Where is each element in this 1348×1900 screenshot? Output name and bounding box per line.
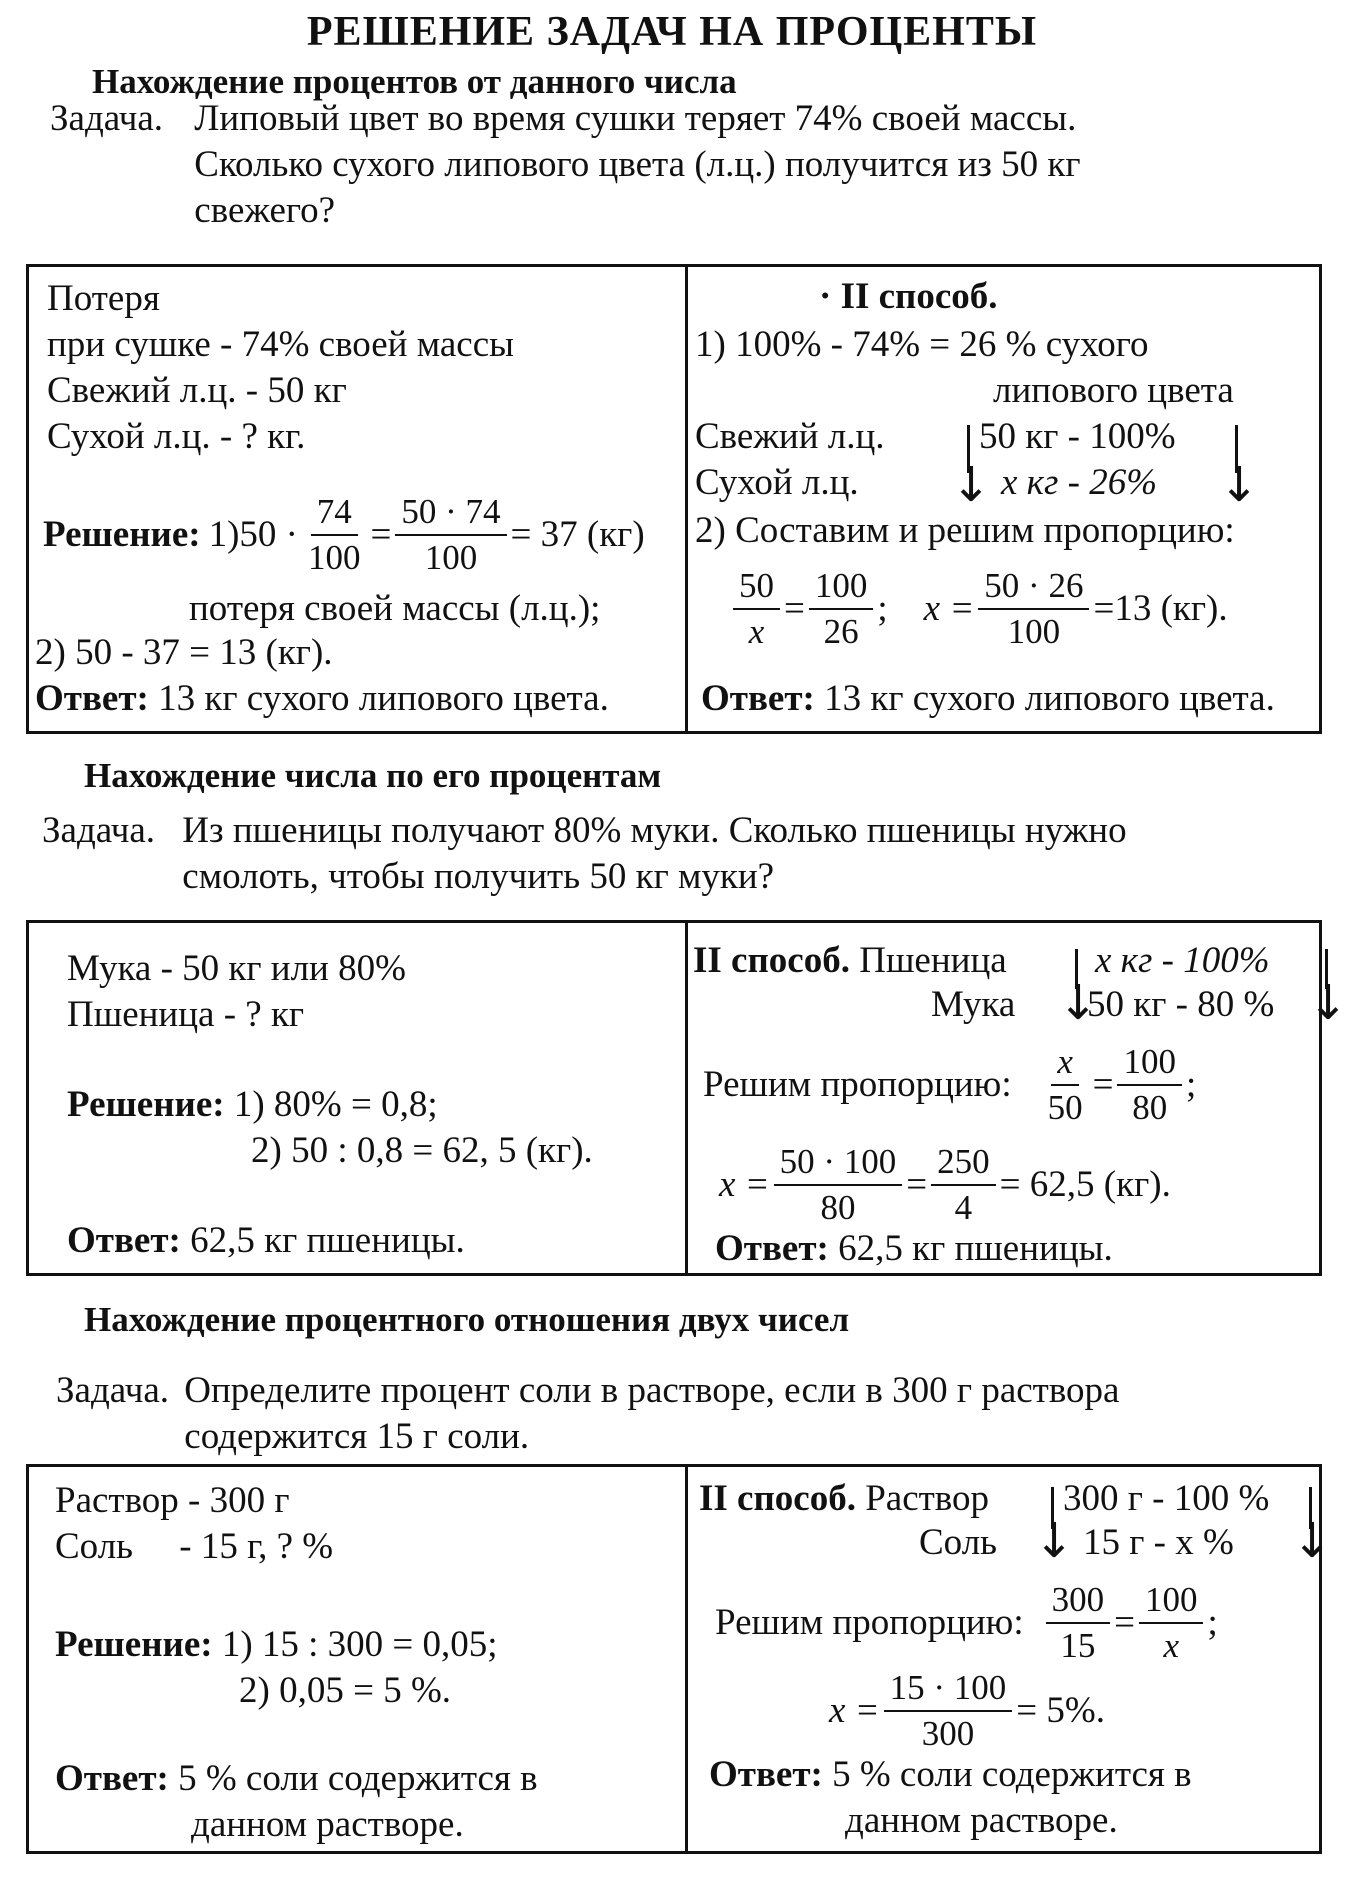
- method-line: 15 г - x %: [1083, 1522, 1234, 1563]
- task-statement: [50, 96, 1081, 234]
- fraction: $\frac{100}{80}$: [1117, 1040, 1182, 1130]
- solution-label: Решение:: [55, 1624, 213, 1665]
- given-line: Пшеница - ? кг: [67, 994, 305, 1035]
- answer-text: 13 кг сухого липового цвета.: [158, 678, 609, 719]
- solution-table: [26, 1464, 1333, 1854]
- task-label: Задача.: [42, 810, 156, 851]
- method-heading: II способ.: [699, 1478, 856, 1519]
- answer-label: Ответ:: [55, 1758, 169, 1799]
- task-text: смолоть, чтобы получить 50 кг муки?: [182, 856, 775, 897]
- method-line: липового цвета: [993, 370, 1234, 411]
- answer-line: данном растворе.: [845, 1800, 1118, 1841]
- task-label: Задача.: [50, 98, 164, 139]
- task-text: Из пшеницы получают 80% муки. Сколько пшеницы нужно: [182, 810, 1127, 851]
- solution-step: 2) 50 - 37 = 13 (кг).: [35, 632, 333, 673]
- proportion: Решим пропорцию: $\frac{x}{50}$ = $\frac{100}{80}$ ;: [703, 1035, 1196, 1135]
- task-label: Задача.: [56, 1370, 170, 1411]
- answer-line: [701, 677, 1275, 721]
- answer-line: [67, 1219, 465, 1263]
- formula-result: = 5%.: [1016, 1690, 1105, 1731]
- solution-table: [26, 920, 1348, 1276]
- task-text: Липовый цвет во время сушки теряет 74% своей массы.: [194, 98, 1077, 139]
- fraction: $\frac{74}{100}$: [307, 492, 361, 577]
- task-text: Определите процент соли в растворе, если в 300 г раствора: [184, 1370, 1120, 1411]
- answer-label: Ответ:: [715, 1228, 829, 1269]
- method-line: Соль: [919, 1522, 998, 1563]
- proportion: x = $\frac{50 \cdot 100}{80}$ = $\frac{250}{4}$ = 62,5 (кг).: [719, 1135, 1171, 1235]
- answer-line: [709, 1753, 1192, 1797]
- formula-text: 1) 15 : 300 = 0,05;: [221, 1624, 498, 1665]
- method-line: Свежий л.ц.: [695, 416, 885, 457]
- given-line: Потеря: [47, 278, 160, 319]
- proportion: [829, 1661, 1105, 1761]
- method-line: 50 кг - 80 %: [1087, 984, 1275, 1025]
- fraction: $\frac{15 \cdot 100}{300}$: [884, 1666, 1013, 1756]
- method-line: 300 г - 100 %: [1063, 1478, 1270, 1519]
- solution-step: [67, 1083, 438, 1127]
- fraction: $\frac{250}{4}$: [931, 1140, 996, 1230]
- solution-step: 2) 0,05 = 5 %.: [239, 1670, 452, 1711]
- method-text: Пшеница: [859, 940, 1007, 981]
- fraction: $\frac{x}{50}$: [1047, 1042, 1083, 1127]
- solution-label: Решение:: [67, 1084, 225, 1125]
- method-text: Решим пропорцию:: [703, 1064, 1012, 1105]
- page-title: РЕШЕНИЕ ЗАДАЧ НА ПРОЦЕНТЫ: [306, 9, 1038, 55]
- given-line: Сухой л.ц. - ? кг.: [47, 416, 306, 457]
- method-line: Сухой л.ц.: [695, 462, 859, 503]
- task-statement: [42, 808, 1127, 900]
- proportion: $\frac{50}{x}$ = $\frac{100}{26}$ ; x = $\frac{50 \cdot 26}{100}$ =13 (кг).: [729, 559, 1228, 659]
- solution-step: [55, 1623, 498, 1667]
- method-line: x кг - 100%: [1095, 940, 1270, 981]
- formula-result: =13 (кг).: [1093, 588, 1228, 629]
- solution-table: [26, 264, 1322, 734]
- answer-label: Ответ:: [67, 1220, 181, 1261]
- answer-label: Ответ:: [709, 1754, 823, 1795]
- given-line: Свежий л.ц. - 50 кг: [47, 370, 347, 411]
- formula-result: = 62,5 (кг).: [999, 1164, 1171, 1205]
- fraction: $\frac{50 \cdot 26}{100}$: [978, 564, 1089, 654]
- fraction: $\frac{50 \cdot 74}{100}$: [395, 490, 506, 580]
- down-arrow-icon: ↓: [951, 457, 992, 513]
- method-line: [693, 939, 1007, 983]
- task-statement: [56, 1368, 1119, 1460]
- method-text: Раствор: [865, 1478, 990, 1519]
- formula-text: 1) 80% = 0,8;: [233, 1084, 438, 1125]
- section-heading: Нахождение процентного отношения двух чисел: [84, 1300, 850, 1339]
- method-text: Решим пропорцию:: [715, 1602, 1024, 1643]
- method-line: 50 кг - 100%: [979, 416, 1176, 457]
- answer-label: Ответ:: [35, 678, 149, 719]
- given-line: при сушке - 74% своей массы: [47, 324, 514, 365]
- answer-text: 5 % соли содержится в: [178, 1758, 538, 1799]
- down-arrow-icon: ↓: [1034, 1513, 1075, 1569]
- task-text: свежего?: [194, 190, 336, 231]
- solution-note: потеря своей массы (л.ц.);: [189, 588, 601, 629]
- down-arrow-icon: ↓: [1219, 457, 1260, 513]
- formula-result: = 37 (кг): [510, 514, 645, 555]
- fraction: $\frac{100}{x}$: [1139, 1578, 1204, 1668]
- column-divider: [685, 1467, 688, 1851]
- formula-text: 1)50 ·: [208, 514, 298, 555]
- formula-text: x =: [719, 1164, 770, 1205]
- solution-step: 2) 50 : 0,8 = 62, 5 (кг).: [251, 1130, 593, 1171]
- answer-text: 13 кг сухого липового цвета.: [824, 678, 1275, 719]
- column-divider: [685, 923, 688, 1273]
- method-line: 2) Составим и решим пропорцию:: [695, 510, 1235, 551]
- solution-step: Решение: 1)50 · $\frac{74}{100}$ = $\frac{50 \cdot 74}{100}$ = 37 (кг): [43, 485, 645, 585]
- fraction: $\frac{50 \cdot 100}{80}$: [774, 1140, 903, 1230]
- fraction: $\frac{300}{15}$: [1046, 1578, 1111, 1668]
- method-heading: II способ.: [693, 940, 850, 981]
- section-heading: Нахождение числа по его процентам: [84, 756, 662, 795]
- answer-text: 5 % соли содержится в: [832, 1754, 1192, 1795]
- column-divider: [685, 267, 688, 731]
- task-text: содержится 15 г соли.: [184, 1416, 530, 1457]
- down-arrow-icon: ↓: [1058, 975, 1099, 1031]
- fraction: $\frac{50}{x}$: [733, 564, 780, 654]
- formula-text: x =: [829, 1690, 880, 1731]
- method-line: 1) 100% - 74% = 26 % сухого: [695, 324, 1149, 365]
- fraction: $\frac{100}{26}$: [809, 564, 874, 654]
- answer-label: Ответ:: [701, 678, 815, 719]
- given-line: Соль - 15 г, ? %: [55, 1526, 334, 1567]
- given-line: Раствор - 300 г: [55, 1480, 290, 1521]
- answer-line: данном растворе.: [191, 1804, 464, 1845]
- given-line: Мука - 50 кг или 80%: [67, 948, 406, 989]
- down-arrow-icon: ↓: [1292, 1513, 1333, 1569]
- method-line: x кг - 26%: [1001, 462, 1158, 503]
- answer-text: 62,5 кг пшеницы.: [190, 1220, 465, 1261]
- method-line: [699, 1477, 989, 1521]
- formula-text: x =: [923, 588, 975, 629]
- proportion: Решим пропорцию: $\frac{300}{15}$ = $\frac{100}{x}$ ;: [715, 1573, 1218, 1673]
- answer-line: [55, 1757, 538, 1801]
- down-arrow-icon: ↓: [1308, 975, 1348, 1031]
- answer-text: 62,5 кг пшеницы.: [838, 1228, 1113, 1269]
- answer-line: [35, 677, 609, 721]
- method-heading: · II способ.: [819, 276, 998, 317]
- method-line: Мука: [931, 984, 1016, 1025]
- solution-label: Решение:: [43, 514, 201, 555]
- task-text: Сколько сухого липового цвета (л.ц.) получится из 50 кг: [194, 144, 1081, 185]
- answer-line: [715, 1227, 1113, 1271]
- section-heading: Нахождение процентов от данного числа: [92, 62, 737, 101]
